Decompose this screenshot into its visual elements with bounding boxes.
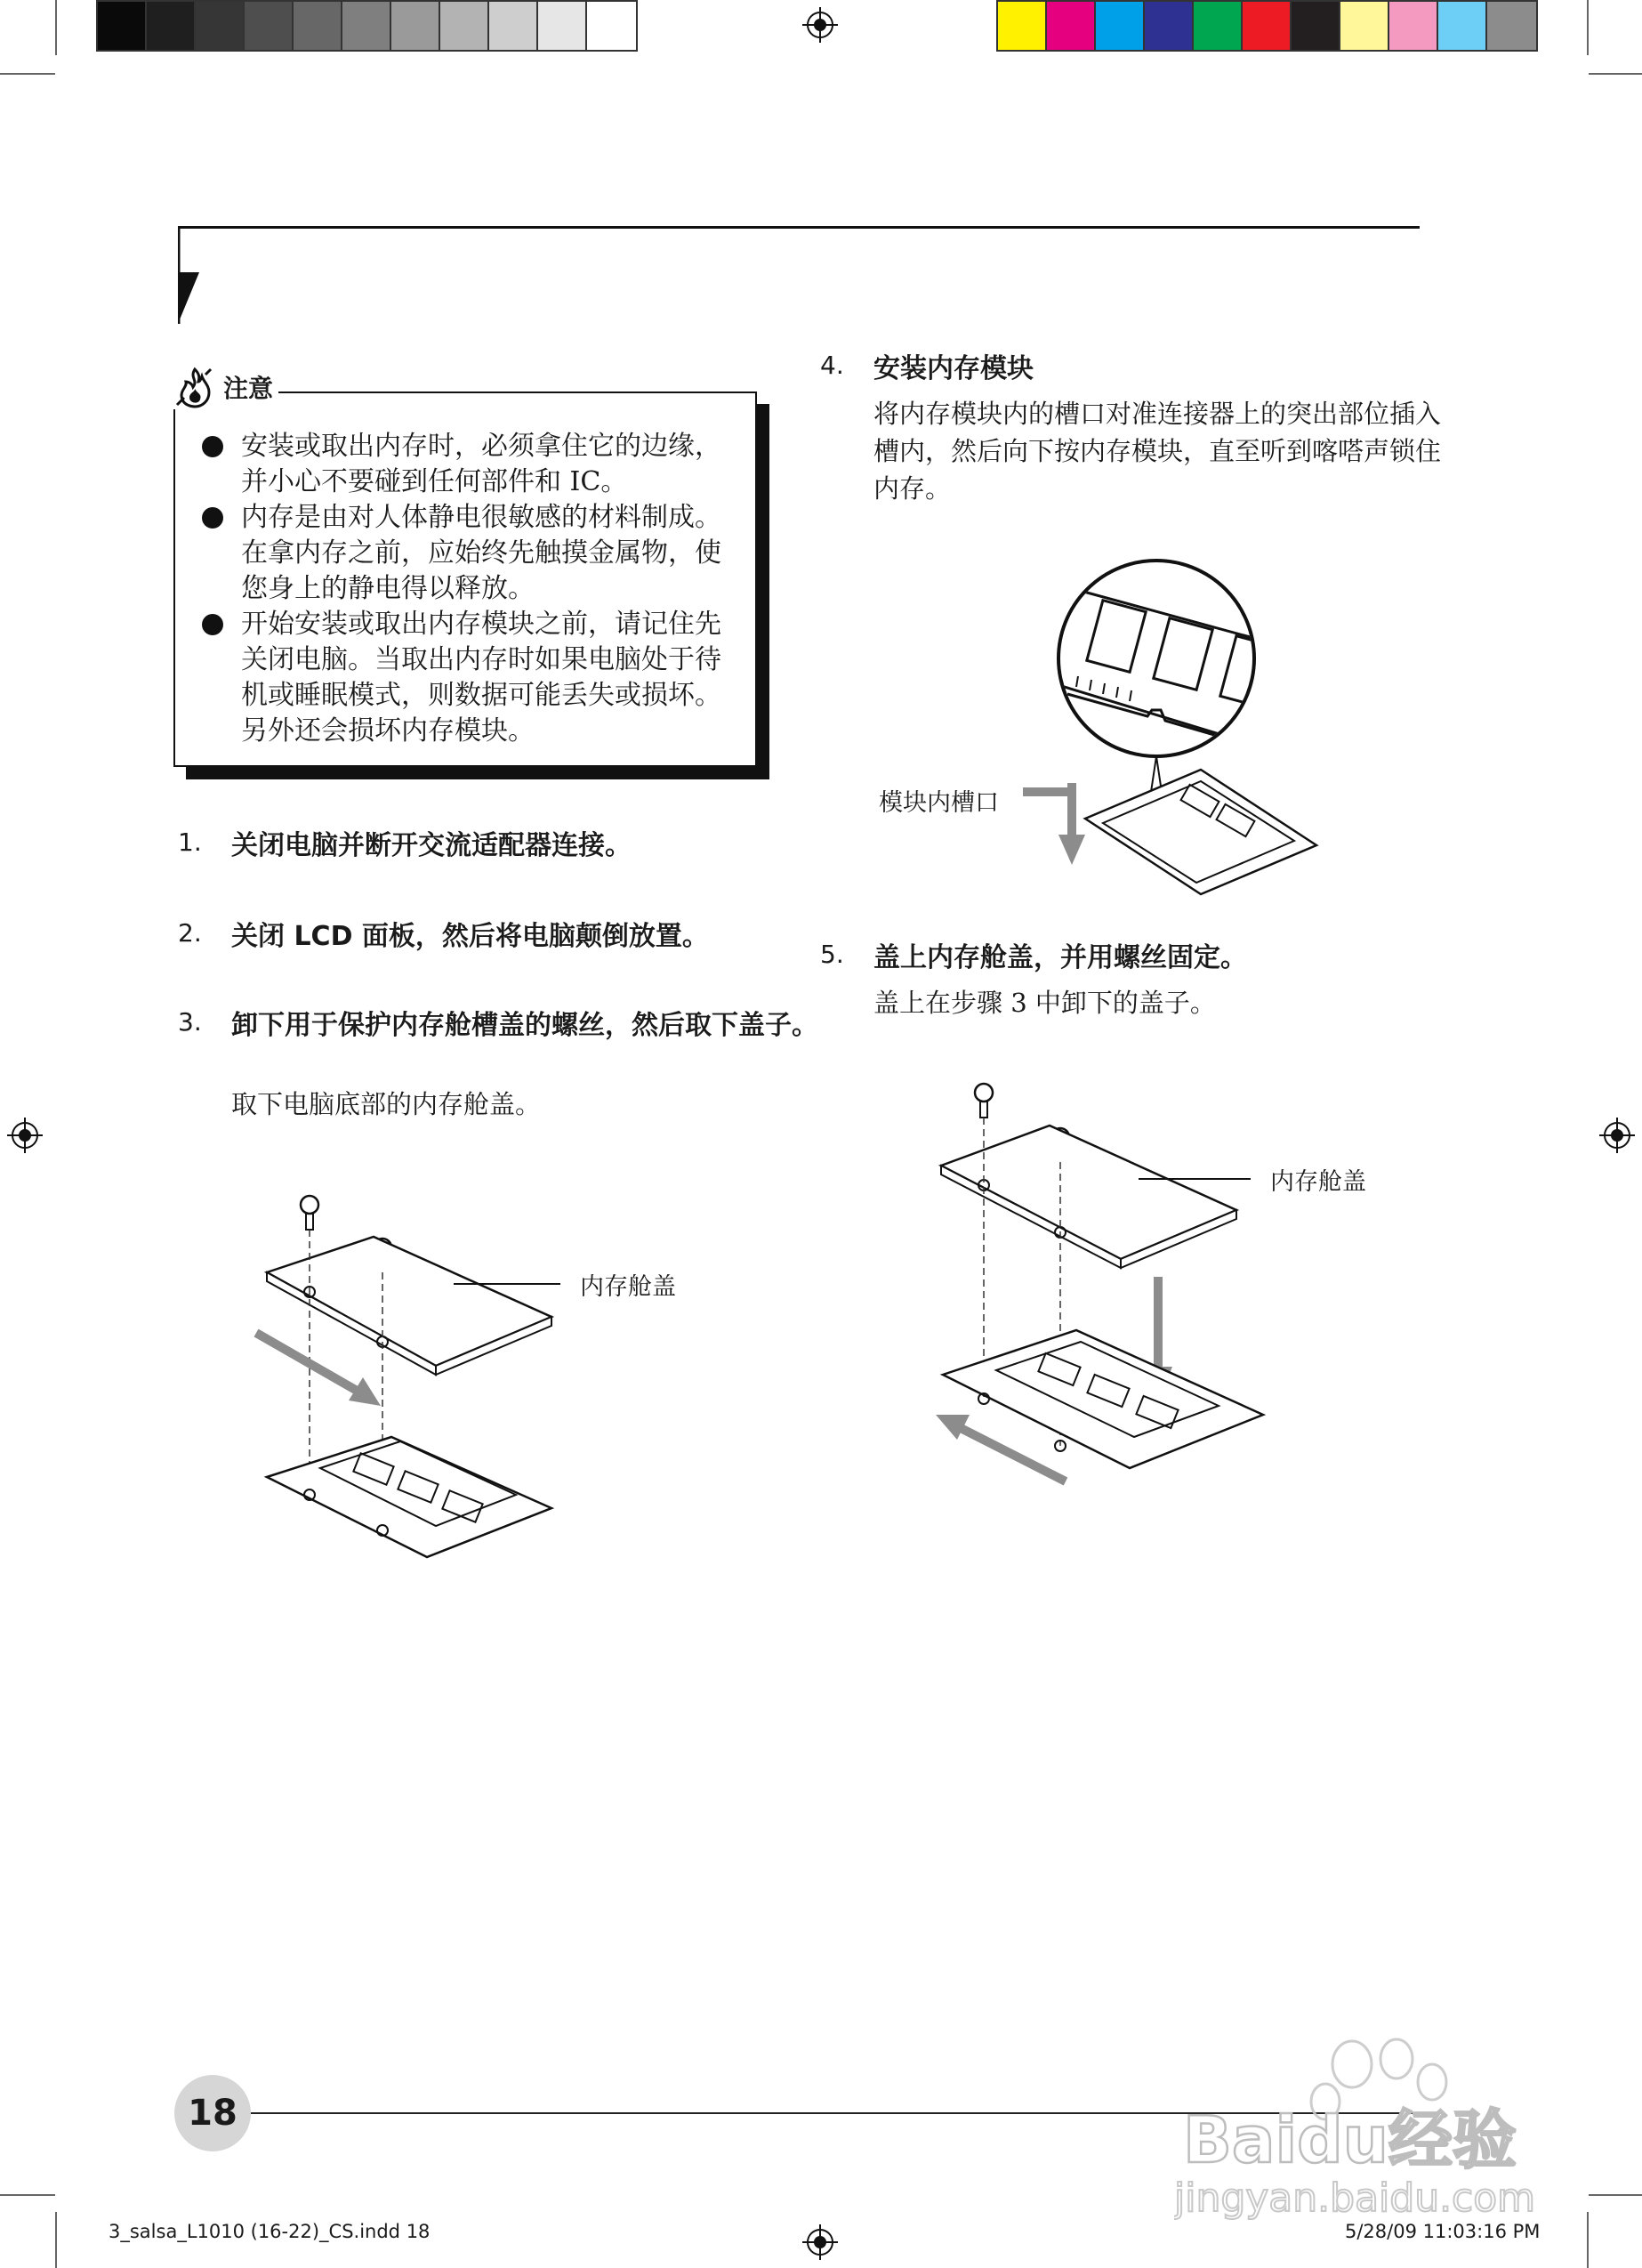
page-number: 18 (174, 2075, 251, 2151)
caution-item: 安装或取出内存时，必须拿住它的边缘，并小心不要碰到任何部件和 IC。 (202, 429, 739, 500)
caution-box (173, 391, 757, 767)
header-corner-mark (178, 226, 205, 326)
caution-item: 开始安装或取出内存模块之前，请记住先关闭电脑。当取出内存时如果电脑处于待机或睡眠模式，则数据可能丢失或损坏。另外还会损坏内存模块。 (202, 607, 739, 749)
gray-swatch (245, 2, 294, 50)
footer-file-info: 3_salsa_L1010 (16-22)_CS.indd 18 (109, 2221, 431, 2242)
crop-mark-bl-h (0, 2194, 55, 2196)
figure-label-cover-2: 内存舱盖 (1270, 1168, 1366, 1196)
step-body: 盖上在步骤 3 中卸下的盖子。 (873, 988, 1216, 1018)
baidu-watermark-logo (1174, 2020, 1583, 2224)
header-rule (178, 226, 1420, 229)
bullet-icon (202, 507, 223, 529)
color-swatch (1096, 2, 1145, 50)
gray-swatch (538, 2, 587, 50)
step-title: 关闭电脑并断开交流适配器连接。 (231, 830, 632, 861)
caution-header (173, 365, 278, 409)
gray-swatch (196, 2, 245, 50)
crop-mark-bl-v (55, 2212, 57, 2268)
gray-swatch (587, 2, 636, 50)
bullet-icon (202, 614, 223, 635)
gray-swatch (440, 2, 489, 50)
gray-calibration-bar (96, 0, 638, 52)
gray-swatch (98, 2, 147, 50)
step-number: 1. (178, 827, 202, 857)
step-body: 将内存模块内的槽口对准连接器上的突出部位插入槽内，然后向下按内存模块，直至听到喀嗒声锁住内存。 (873, 399, 1442, 504)
screw-icon (301, 1196, 318, 1230)
bullet-icon (202, 436, 223, 457)
color-swatch (1243, 2, 1292, 50)
color-swatch (1438, 2, 1487, 50)
figure-replace-cover (925, 1077, 1281, 1504)
step-body: 取下电脑底部的内存舱盖。 (231, 1089, 542, 1119)
crop-mark-tl-h (0, 73, 55, 75)
caution-title: 注意 (223, 374, 274, 403)
color-swatch (1194, 2, 1243, 50)
step-number: 3. (178, 1007, 202, 1037)
gray-swatch (294, 2, 342, 50)
figure-insert-module (978, 552, 1334, 908)
svg-text:Baidu经验: Baidu经验 (1183, 2103, 1517, 2177)
color-calibration-bar (996, 0, 1538, 52)
step-number: 2. (178, 918, 202, 948)
color-swatch (998, 2, 1047, 50)
registration-mark-left (7, 1118, 43, 1153)
gray-swatch (147, 2, 196, 50)
crop-mark-br-v (1587, 2212, 1589, 2268)
color-swatch (1292, 2, 1340, 50)
screw-icon (975, 1084, 993, 1118)
gray-swatch (391, 2, 440, 50)
color-swatch (1389, 2, 1438, 50)
color-swatch (1340, 2, 1389, 50)
fire-hazard-icon (173, 366, 216, 408)
step-title: 关闭 LCD 面板，然后将电脑颠倒放置。 (231, 921, 709, 952)
figure-label-cover: 内存舱盖 (580, 1273, 676, 1301)
crop-mark-tl-v (55, 0, 57, 55)
step-number: 4. (820, 351, 844, 380)
registration-mark-bottom (802, 2224, 838, 2260)
step-number: 5. (820, 940, 844, 969)
gray-swatch (489, 2, 538, 50)
registration-mark-right (1599, 1118, 1635, 1153)
footer-timestamp: 5/28/09 11:03:16 PM (1345, 2221, 1541, 2242)
gray-swatch (342, 2, 391, 50)
crop-mark-br-h (1589, 2194, 1642, 2196)
color-swatch (1047, 2, 1096, 50)
step-title: 卸下用于保护内存舱槽盖的螺丝，然后取下盖子。 (231, 1010, 818, 1041)
figure-remove-cover (249, 1183, 569, 1575)
color-swatch (1487, 2, 1536, 50)
crop-mark-tr-h (1589, 73, 1642, 75)
step-title: 安装内存模块 (873, 353, 1034, 384)
step-title: 盖上内存舱盖，并用螺丝固定。 (873, 942, 1247, 973)
figure-label-notch: 模块内槽口 (879, 789, 999, 817)
caution-item: 内存是由对人体静电很敏感的材料制成。在拿内存之前，应始终先触摸金属物，使您身上的静电得以释放。 (202, 500, 739, 607)
color-swatch (1145, 2, 1194, 50)
svg-text:jingyan.baidu.com: jingyan.baidu.com (1174, 2175, 1536, 2221)
registration-mark-top (802, 7, 838, 43)
crop-mark-tr-v (1587, 0, 1589, 55)
